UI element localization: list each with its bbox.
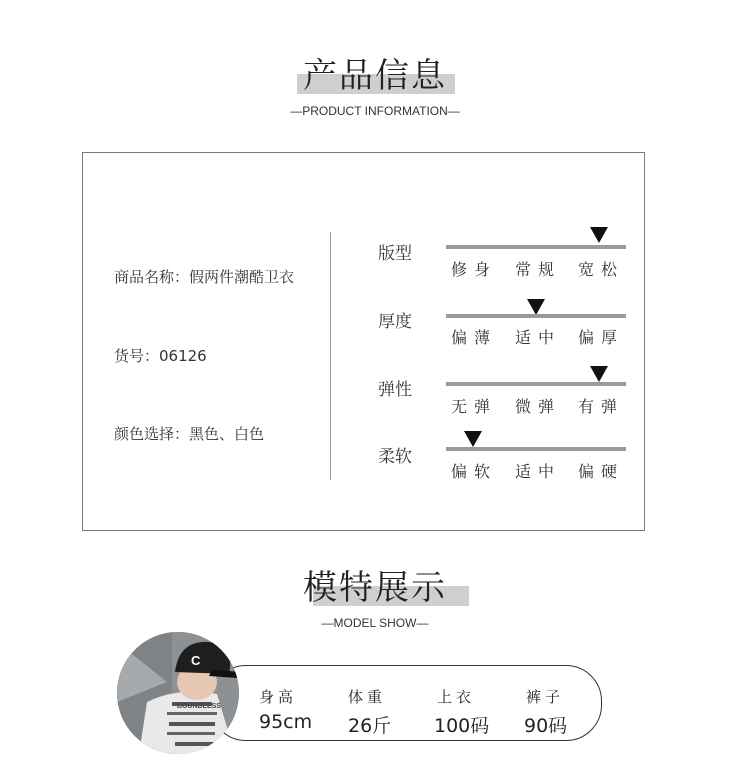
option-label: 偏软	[451, 462, 498, 481]
attribute-label: 柔软	[378, 447, 412, 467]
selection-marker	[464, 431, 482, 447]
model-photo	[117, 632, 239, 754]
stat-label-pants-size: 裤子	[526, 688, 565, 706]
product-info-title: 产品信息	[303, 56, 447, 96]
attribute-scale	[446, 382, 626, 386]
option-label: 常规	[515, 260, 562, 279]
option-label: 偏厚	[578, 328, 625, 347]
option-label: 修身	[451, 260, 498, 279]
cap-logo-text: C	[191, 653, 201, 668]
stat-label-top-size: 上衣	[437, 688, 476, 706]
stat-label-weight: 体重	[348, 688, 387, 706]
attribute-label: 弹性	[378, 380, 412, 400]
option-label: 偏薄	[451, 328, 498, 347]
model-show-subtitle: —MODEL SHOW—	[321, 616, 429, 630]
stat-label-height: 身高	[259, 688, 298, 706]
option-label: 偏硬	[578, 462, 625, 481]
model-photo-illustration	[117, 632, 239, 754]
attribute-scale	[446, 447, 626, 451]
selection-marker	[590, 366, 608, 382]
option-label: 宽松	[578, 260, 625, 279]
attribute-scale	[446, 314, 626, 318]
panel-divider	[330, 232, 331, 480]
attribute-scale	[446, 245, 626, 249]
shirt-print-text: BOUNDLESS	[177, 703, 221, 710]
stat-value-top-size: 100码	[434, 715, 490, 737]
stat-value-weight: 26斤	[348, 715, 392, 737]
model-show-title: 模特展示	[303, 568, 447, 608]
option-label: 无弹	[451, 397, 498, 416]
stat-value-height: 95cm	[259, 711, 313, 733]
attribute-label: 版型	[378, 244, 412, 264]
color-options: 颜色选择：黑色、白色	[114, 425, 265, 443]
option-label: 适中	[515, 328, 562, 347]
product-info-subtitle: —PRODUCT INFORMATION—	[290, 104, 460, 118]
selection-marker	[527, 299, 545, 315]
option-label: 适中	[515, 462, 562, 481]
selection-marker	[590, 227, 608, 243]
option-label: 微弹	[515, 397, 562, 416]
item-number: 货号：06126	[114, 347, 207, 365]
attribute-label: 厚度	[378, 312, 412, 332]
product-name: 商品名称：假两件潮酷卫衣	[114, 268, 295, 286]
option-label: 有弹	[578, 397, 625, 416]
stat-value-pants-size: 90码	[524, 715, 568, 737]
